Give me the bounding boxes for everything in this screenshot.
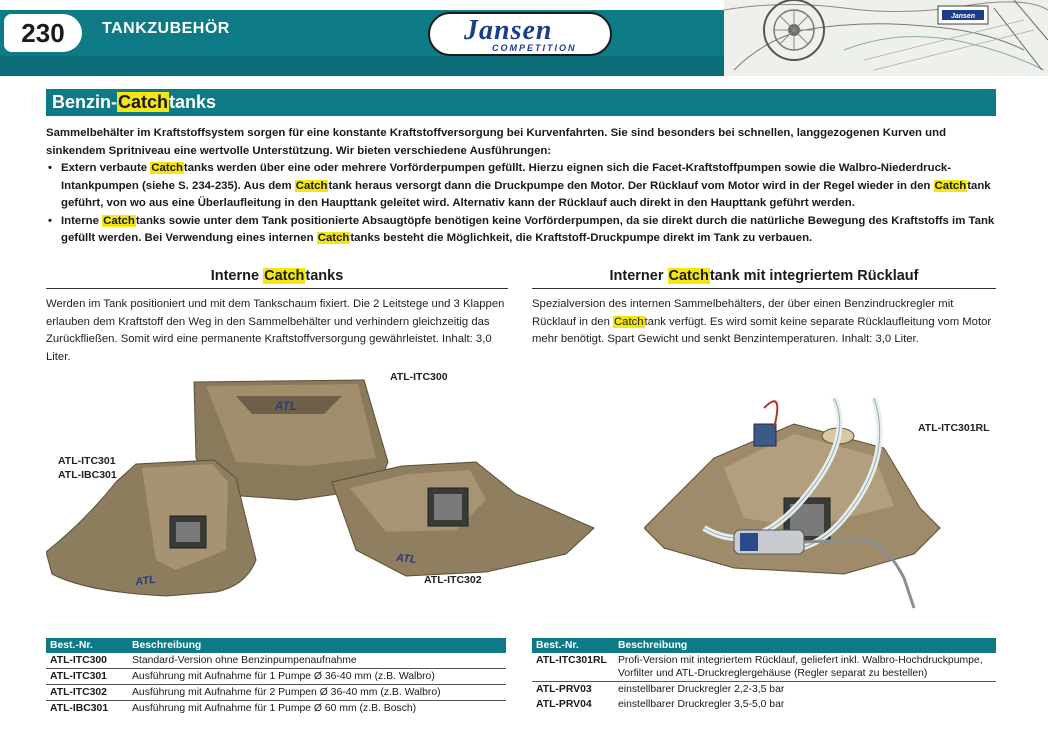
jansen-logo [428, 12, 612, 56]
label-atl-itc302: ATL-ITC302 [424, 574, 482, 586]
label-atl-itc300: ATL-ITC300 [390, 371, 448, 383]
section-label: TANKZUBEHÖR [102, 20, 230, 37]
bullet-external: • Extern verbaute Catchtanks werden über eine oder mehrere Vorförderpumpen gefüllt. Hierzu eignen sich die Facet-Kraftstoffpumpen sowie die Walbro-Niederdruck-Intankpumpen (siehe S. 234-235). Aus dem Catchtank heraus versorgt dann die Druckpumpe den Motor. Der Rücklauf vom Motor wird in der Regel wieder in den Catchtank geführt, von wo aus eine Überlaufleitung in den Haupttank geleitet wird. Alternativ kann der Rücklauf auch direkt in den Haupttank geführt werden. [46, 160, 996, 213]
right-order-table [532, 638, 996, 712]
left-order-table [46, 638, 506, 716]
table-row: ATL-ITC302 Ausführung mit Aufnahme für 2 Pumpen Ø 36-40 mm (z.B. Walbro) [46, 685, 506, 701]
table-row: ATL-ITC301 Ausführung mit Aufnahme für 1 Pumpe Ø 36-40 mm (z.B. Walbro) [46, 669, 506, 685]
intro-paragraph: Sammelbehälter im Kraftstoffsystem sorgen für eine konstante Kraftstoffversorgung bei Kurvenfahrten. Sie sind besonders bei schnellen, langgezogenen Kurven und sinkendem Spritniveau eine wertvolle Unterstützung. Wir bieten verschiedene Ausführungen: [46, 127, 947, 157]
left-heading-rule [46, 288, 508, 289]
logo-text: Jansen [464, 15, 553, 46]
title-bar [46, 89, 996, 116]
table-row: ATL-PRV03 einstellbarer Druckregler 2,2-3,5 bar [536, 684, 785, 695]
logo-subtext: COMPETITION [492, 43, 577, 53]
table-header-description: Beschreibung [128, 638, 506, 653]
page-header [0, 0, 1048, 78]
page-number: 230 [4, 14, 82, 52]
label-atl-itc301rl: ATL-ITC301RL [918, 422, 990, 434]
catchtank-with-return-photo [644, 378, 944, 620]
right-heading: Interner Catchtank mit integriertem Rücklauf [609, 268, 919, 284]
table-header-order-no: Best.-Nr. [46, 638, 128, 653]
intro-bullets [46, 160, 996, 248]
table-row: ATL-ITC300 Standard-Version ohne Benzinpumpenaufnahme [46, 653, 506, 669]
intro-text [46, 125, 996, 248]
right-description: Spezialversion des internen Sammelbehälters, der über einen Benzindruckregler mit Rücklauf in den Catchtank verfügt. Es wird somit keine separate Rücklaufleitung vom Motor mehr benötigt. Spart Gewicht und senkt Benzintemperaturen. Inhalt: 3,0 Liter. [532, 298, 992, 345]
badge-text: Jansen [950, 13, 976, 20]
table-row: ATL-ITC301RL Profi-Version mit integriertem Rücklauf, geliefert inkl. Walbro-Hochdruckpumpe, Vorfilter und ATL-Druckreglergehäuse (Regler separat zu bestellen) [532, 653, 996, 682]
svg-text:ATL: ATL [274, 399, 298, 413]
svg-text:ATL: ATL [134, 573, 157, 589]
left-description: Werden im Tank positioniert und mit dem Tankschaum fixiert. Die 2 Leitstege und 3 Klappen erlauben dem Kraftstoff den Weg in den Sammelbehälter und verhindern gleichzeitig das Zurückfließen. Somit wird eine permanente Kraftstoffversorgung gewährleistet. Inhalt: 3,0 Liter. [46, 298, 505, 363]
table-row: ATL-IBC301 Ausführung mit Aufnahme für 1 Pumpe Ø 60 mm (z.B. Bosch) [50, 703, 417, 714]
right-heading-rule [532, 288, 996, 289]
bullet-internal: • Interne Catchtanks sowie unter dem Tank positionierte Absaugtöpfe benötigen keine Vorförderpumpen, da sie direkt durch die natürliche Bewegung des Kraftstoffs im Tank gefüllt werden. Bei Verwendung eines internen Catchtanks besteht die Möglichkeit, die Kraftstoff-Druckpumpe direkt im Tank zu verbauen. [46, 213, 996, 248]
car-sketch-illustration [724, 0, 1048, 76]
label-atl-itc301: ATL-ITC301 [58, 455, 116, 467]
svg-text:ATL: ATL [395, 551, 418, 567]
table-row: ATL-PRV04 einstellbarer Druckregler 3,5-5,0 bar [536, 699, 785, 710]
table-header-order-no: Best.-Nr. [532, 638, 614, 653]
internal-catchtanks-photo [46, 370, 596, 632]
label-atl-ibc301: ATL-IBC301 [58, 469, 117, 481]
page-title: Benzin-Catchtanks [52, 92, 217, 112]
table-header-description: Beschreibung [614, 638, 996, 653]
left-heading: Interne Catchtanks [210, 268, 344, 284]
